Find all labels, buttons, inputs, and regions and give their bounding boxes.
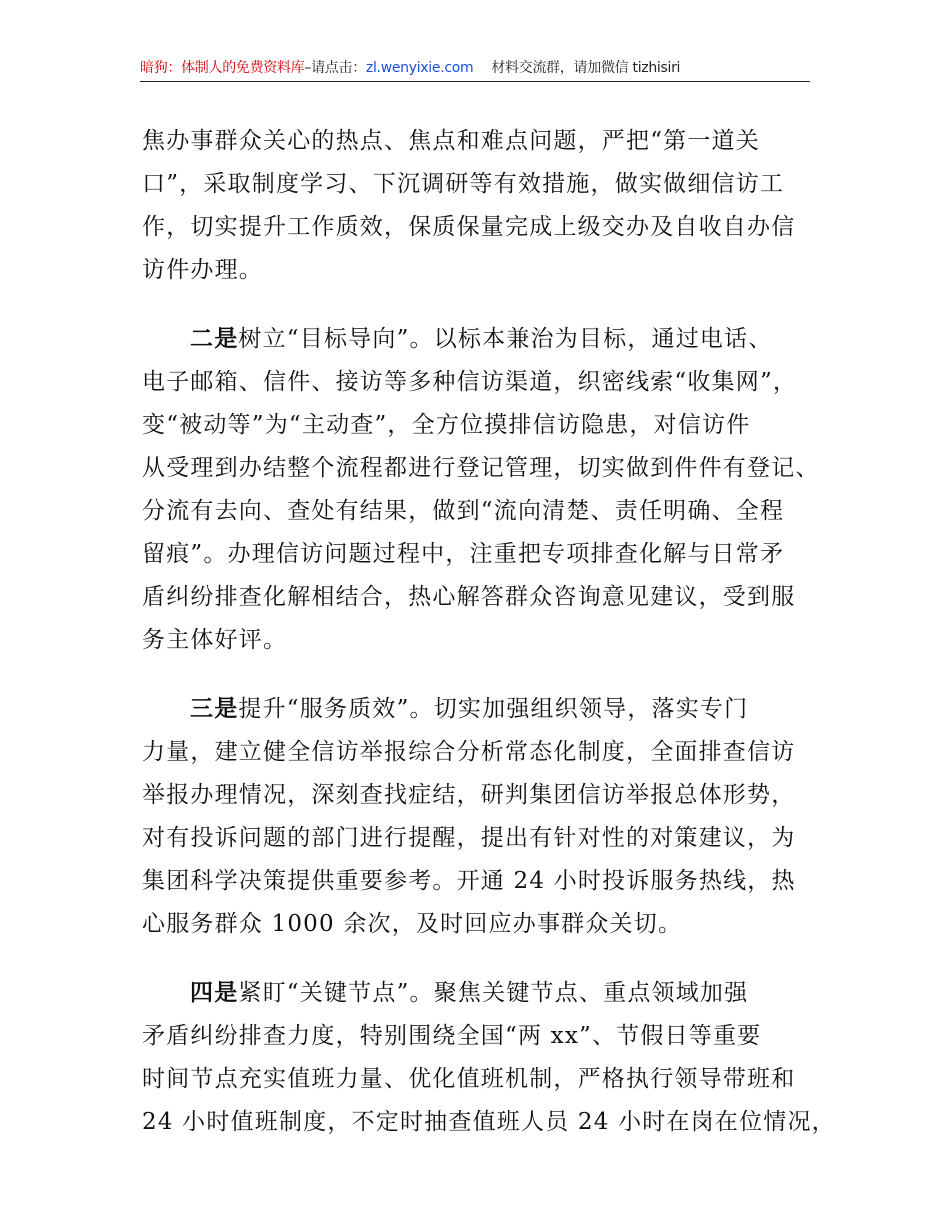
paragraph-spacer — [142, 662, 822, 688]
paragraph-4 — [142, 972, 836, 1144]
paragraph-lead: 二是 — [190, 326, 239, 352]
text-line: 时间节点充实值班力量、优化值班机制，严格执行领导带班和 — [142, 1066, 796, 1092]
text-line: 务主体好评。 — [142, 627, 288, 653]
text-line: 变“被动等”为“主动查”，全方位摸排信访隐患，对信访件 — [142, 412, 751, 438]
paragraph-first-text: 提升“服务质效”。切实加强组织领导，落实专门 — [238, 696, 749, 722]
text-line: 口”，采取制度学习、下沉调研等有效措施，做实做细信访工 — [142, 171, 785, 197]
paragraph-first-text: 紧盯“关键节点”。聚焦关键节点、重点领域加强 — [238, 980, 749, 1006]
paragraph-spacer — [142, 946, 822, 972]
paragraph-lead: 四是 — [190, 980, 239, 1006]
text-line: 留痕”。办理信访问题过程中，注重把专项排查化解与日常矛 — [142, 541, 785, 567]
text-line: 访件办理。 — [142, 257, 263, 283]
paragraph-lead: 三是 — [190, 696, 239, 722]
text-line: 力量，建立健全信访举报综合分析常态化制度，全面排查信访 — [142, 739, 796, 765]
text-line: 分流有去向、查处有结果，做到“流向清楚、责任明确、全程 — [142, 498, 785, 524]
text-line: 电子邮箱、信件、接访等多种信访渠道，织密线索“收集网”， — [142, 369, 798, 395]
text-line: 从受理到办结整个流程都进行登记管理，切实做到件件有登记、 — [142, 455, 820, 481]
text-line-first — [142, 972, 822, 1015]
text-line-first — [142, 318, 822, 361]
text-line: 24 小时值班制度，不定时抽查值班人员 24 小时在岗在位情况， — [142, 1109, 836, 1135]
header-contact: 材料交流群，请加微信 tizhisiri — [491, 60, 681, 76]
header-divider — [140, 81, 810, 82]
text-line: 心服务群众 1000 余次，及时回应办事群众关切。 — [142, 911, 683, 937]
paragraph-2 — [142, 318, 822, 662]
text-line: 对有投诉问题的部门进行提醒，提出有针对性的对策建议，为 — [142, 825, 796, 851]
text-line: 举报办理情况，深刻查找症结，研判集团信访举报总体形势， — [142, 782, 796, 808]
text-line-first — [142, 688, 822, 731]
paragraph-1 — [142, 120, 822, 292]
header-url-link[interactable]: zl.wenyixie.com — [365, 60, 474, 76]
text-line: 作，切实提升工作质效，保质保量完成上级交办及自收自办信 — [142, 214, 796, 240]
text-line: 盾纠纷排查化解相结合，热心解答群众咨询意见建议，受到服 — [142, 584, 796, 610]
text-line: 焦办事群众关心的热点、焦点和难点问题，严把“第一道关 — [142, 128, 760, 154]
document-body — [142, 120, 836, 1144]
paragraph-first-text: 树立“目标导向”。以标本兼治为目标，通过电话、 — [238, 326, 773, 352]
paragraph-spacer — [142, 292, 822, 318]
header-brand: 暗狗：体制人的免费资料库 — [140, 60, 305, 76]
text-line: 矛盾纠纷排查力度，特别围绕全国“两 xx”、节假日等重要 — [142, 1023, 762, 1049]
page-header — [140, 56, 810, 80]
paragraph-3 — [142, 688, 822, 946]
text-line: 集团科学决策提供重要参考。开通 24 小时投诉服务热线，热 — [142, 868, 796, 894]
header-click-prompt: –请点击： — [304, 60, 366, 76]
